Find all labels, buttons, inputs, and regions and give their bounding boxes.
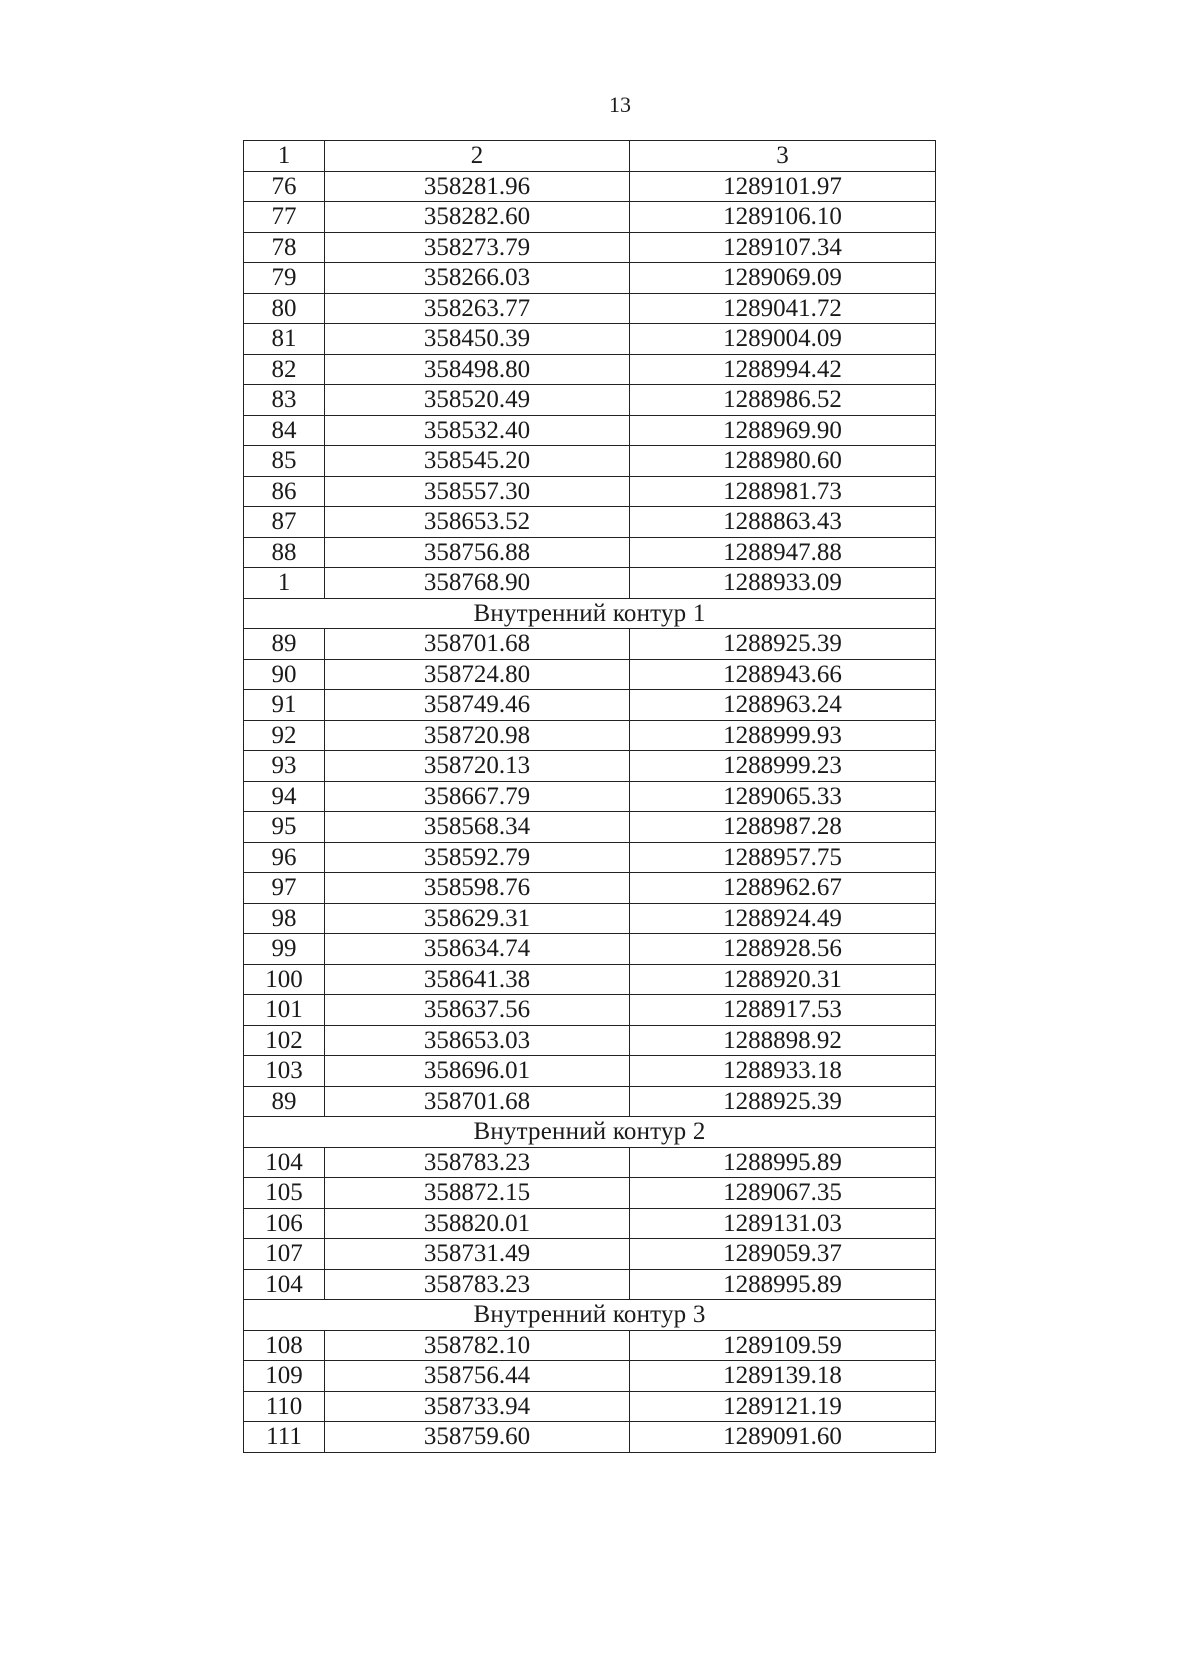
- y-coordinate-cell: 1289091.60: [630, 1422, 936, 1453]
- table-row: [244, 476, 936, 507]
- table-row: [244, 873, 936, 904]
- y-coordinate-cell: 1288917.53: [630, 995, 936, 1026]
- table-row: [244, 324, 936, 355]
- y-coordinate-cell: 1288999.23: [630, 751, 936, 782]
- x-coordinate-cell: 358724.80: [325, 659, 630, 690]
- x-coordinate-cell: 358266.03: [325, 263, 630, 294]
- point-number-cell: 101: [244, 995, 325, 1026]
- point-number-cell: 110: [244, 1391, 325, 1422]
- x-coordinate-cell: 358759.60: [325, 1422, 630, 1453]
- table-row: [244, 751, 936, 782]
- point-number-cell: 100: [244, 964, 325, 995]
- y-coordinate-cell: 1289059.37: [630, 1239, 936, 1270]
- x-coordinate-cell: 358520.49: [325, 385, 630, 416]
- point-number-cell: 88: [244, 537, 325, 568]
- y-coordinate-cell: 1288933.18: [630, 1056, 936, 1087]
- y-coordinate-cell: 1288863.43: [630, 507, 936, 538]
- table-row: [244, 629, 936, 660]
- point-number-cell: 80: [244, 293, 325, 324]
- x-coordinate-cell: 358598.76: [325, 873, 630, 904]
- y-coordinate-cell: 1288999.93: [630, 720, 936, 751]
- point-number-cell: 85: [244, 446, 325, 477]
- point-number-cell: 82: [244, 354, 325, 385]
- x-coordinate-cell: 358720.98: [325, 720, 630, 751]
- point-number-cell: 107: [244, 1239, 325, 1270]
- point-number-cell: 77: [244, 202, 325, 233]
- y-coordinate-cell: 1289069.09: [630, 263, 936, 294]
- y-coordinate-cell: 1289067.35: [630, 1178, 936, 1209]
- point-number-cell: 109: [244, 1361, 325, 1392]
- x-coordinate-cell: 358768.90: [325, 568, 630, 599]
- point-number-cell: 105: [244, 1178, 325, 1209]
- point-number-cell: 87: [244, 507, 325, 538]
- section-row: [244, 1300, 936, 1331]
- x-coordinate-cell: 358498.80: [325, 354, 630, 385]
- header-cell-2: 2: [325, 141, 630, 172]
- y-coordinate-cell: 1288925.39: [630, 1086, 936, 1117]
- table-row: [244, 507, 936, 538]
- x-coordinate-cell: 358756.44: [325, 1361, 630, 1392]
- x-coordinate-cell: 358872.15: [325, 1178, 630, 1209]
- point-number-cell: 91: [244, 690, 325, 721]
- table-row: [244, 263, 936, 294]
- point-number-cell: 93: [244, 751, 325, 782]
- x-coordinate-cell: 358783.23: [325, 1147, 630, 1178]
- x-coordinate-cell: 358782.10: [325, 1330, 630, 1361]
- x-coordinate-cell: 358820.01: [325, 1208, 630, 1239]
- y-coordinate-cell: 1288925.39: [630, 629, 936, 660]
- section-row: [244, 598, 936, 629]
- point-number-cell: 106: [244, 1208, 325, 1239]
- x-coordinate-cell: 358637.56: [325, 995, 630, 1026]
- table-row: [244, 1056, 936, 1087]
- x-coordinate-cell: 358273.79: [325, 232, 630, 263]
- y-coordinate-cell: 1289107.34: [630, 232, 936, 263]
- x-coordinate-cell: 358592.79: [325, 842, 630, 873]
- y-coordinate-cell: 1288994.42: [630, 354, 936, 385]
- x-coordinate-cell: 358653.03: [325, 1025, 630, 1056]
- y-coordinate-cell: 1288980.60: [630, 446, 936, 477]
- y-coordinate-cell: 1289121.19: [630, 1391, 936, 1422]
- y-coordinate-cell: 1288928.56: [630, 934, 936, 965]
- point-number-cell: 84: [244, 415, 325, 446]
- table-row: [244, 934, 936, 965]
- y-coordinate-cell: 1288898.92: [630, 1025, 936, 1056]
- y-coordinate-cell: 1288987.28: [630, 812, 936, 843]
- y-coordinate-cell: 1289131.03: [630, 1208, 936, 1239]
- coordinates-table: [243, 140, 936, 1453]
- x-coordinate-cell: 358783.23: [325, 1269, 630, 1300]
- point-number-cell: 103: [244, 1056, 325, 1087]
- point-number-cell: 102: [244, 1025, 325, 1056]
- point-number-cell: 96: [244, 842, 325, 873]
- table-row: [244, 1391, 936, 1422]
- point-number-cell: 97: [244, 873, 325, 904]
- section-row: [244, 1117, 936, 1148]
- x-coordinate-cell: 358263.77: [325, 293, 630, 324]
- x-coordinate-cell: 358701.68: [325, 1086, 630, 1117]
- x-coordinate-cell: 358641.38: [325, 964, 630, 995]
- table-row: [244, 446, 936, 477]
- point-number-cell: 104: [244, 1147, 325, 1178]
- point-number-cell: 92: [244, 720, 325, 751]
- y-coordinate-cell: 1289065.33: [630, 781, 936, 812]
- point-number-cell: 83: [244, 385, 325, 416]
- y-coordinate-cell: 1288995.89: [630, 1147, 936, 1178]
- x-coordinate-cell: 358731.49: [325, 1239, 630, 1270]
- section-title: Внутренний контур 1: [244, 598, 936, 629]
- x-coordinate-cell: 358568.34: [325, 812, 630, 843]
- point-number-cell: 1: [244, 568, 325, 599]
- x-coordinate-cell: 358653.52: [325, 507, 630, 538]
- section-title: Внутренний контур 3: [244, 1300, 936, 1331]
- header-cell-1: 1: [244, 141, 325, 172]
- y-coordinate-cell: 1288920.31: [630, 964, 936, 995]
- table-row: [244, 842, 936, 873]
- y-coordinate-cell: 1289109.59: [630, 1330, 936, 1361]
- y-coordinate-cell: 1289101.97: [630, 171, 936, 202]
- table-row: [244, 1147, 936, 1178]
- point-number-cell: 95: [244, 812, 325, 843]
- x-coordinate-cell: 358634.74: [325, 934, 630, 965]
- table-row: [244, 537, 936, 568]
- x-coordinate-cell: 358720.13: [325, 751, 630, 782]
- table-row: [244, 1178, 936, 1209]
- table-row: [244, 720, 936, 751]
- y-coordinate-cell: 1288947.88: [630, 537, 936, 568]
- y-coordinate-cell: 1289139.18: [630, 1361, 936, 1392]
- header-cell-3: 3: [630, 141, 936, 172]
- table-row: [244, 1239, 936, 1270]
- y-coordinate-cell: 1288981.73: [630, 476, 936, 507]
- point-number-cell: 108: [244, 1330, 325, 1361]
- x-coordinate-cell: 358282.60: [325, 202, 630, 233]
- coordinates-table-body: [244, 141, 936, 1453]
- table-row: [244, 1208, 936, 1239]
- y-coordinate-cell: 1288995.89: [630, 1269, 936, 1300]
- table-row: [244, 1361, 936, 1392]
- x-coordinate-cell: 358629.31: [325, 903, 630, 934]
- table-row: [244, 202, 936, 233]
- point-number-cell: 81: [244, 324, 325, 355]
- y-coordinate-cell: 1288963.24: [630, 690, 936, 721]
- point-number-cell: 111: [244, 1422, 325, 1453]
- x-coordinate-cell: 358756.88: [325, 537, 630, 568]
- x-coordinate-cell: 358733.94: [325, 1391, 630, 1422]
- table-row: [244, 964, 936, 995]
- table-row: [244, 232, 936, 263]
- x-coordinate-cell: 358545.20: [325, 446, 630, 477]
- table-row: [244, 903, 936, 934]
- section-title: Внутренний контур 2: [244, 1117, 936, 1148]
- point-number-cell: 99: [244, 934, 325, 965]
- point-number-cell: 89: [244, 629, 325, 660]
- table-row: [244, 385, 936, 416]
- table-row: [244, 354, 936, 385]
- table-row: [244, 568, 936, 599]
- table-row: [244, 812, 936, 843]
- table-row: [244, 293, 936, 324]
- y-coordinate-cell: 1289106.10: [630, 202, 936, 233]
- x-coordinate-cell: 358281.96: [325, 171, 630, 202]
- y-coordinate-cell: 1288924.49: [630, 903, 936, 934]
- point-number-cell: 90: [244, 659, 325, 690]
- x-coordinate-cell: 358701.68: [325, 629, 630, 660]
- point-number-cell: 79: [244, 263, 325, 294]
- x-coordinate-cell: 358696.01: [325, 1056, 630, 1087]
- y-coordinate-cell: 1289004.09: [630, 324, 936, 355]
- table-row: [244, 171, 936, 202]
- x-coordinate-cell: 358667.79: [325, 781, 630, 812]
- x-coordinate-cell: 358532.40: [325, 415, 630, 446]
- point-number-cell: 78: [244, 232, 325, 263]
- table-row: [244, 1330, 936, 1361]
- point-number-cell: 94: [244, 781, 325, 812]
- table-row: [244, 1025, 936, 1056]
- header-row: [244, 141, 936, 172]
- point-number-cell: 76: [244, 171, 325, 202]
- table-row: [244, 659, 936, 690]
- y-coordinate-cell: 1289041.72: [630, 293, 936, 324]
- table-row: [244, 781, 936, 812]
- table-row: [244, 1269, 936, 1300]
- y-coordinate-cell: 1288933.09: [630, 568, 936, 599]
- point-number-cell: 86: [244, 476, 325, 507]
- table-row: [244, 1422, 936, 1453]
- table-row: [244, 690, 936, 721]
- table-row: [244, 415, 936, 446]
- table-row: [244, 1086, 936, 1117]
- point-number-cell: 89: [244, 1086, 325, 1117]
- x-coordinate-cell: 358450.39: [325, 324, 630, 355]
- y-coordinate-cell: 1288962.67: [630, 873, 936, 904]
- x-coordinate-cell: 358749.46: [325, 690, 630, 721]
- page-number: 13: [609, 92, 631, 117]
- y-coordinate-cell: 1288986.52: [630, 385, 936, 416]
- point-number-cell: 104: [244, 1269, 325, 1300]
- point-number-cell: 98: [244, 903, 325, 934]
- table-row: [244, 995, 936, 1026]
- x-coordinate-cell: 358557.30: [325, 476, 630, 507]
- y-coordinate-cell: 1288957.75: [630, 842, 936, 873]
- y-coordinate-cell: 1288969.90: [630, 415, 936, 446]
- y-coordinate-cell: 1288943.66: [630, 659, 936, 690]
